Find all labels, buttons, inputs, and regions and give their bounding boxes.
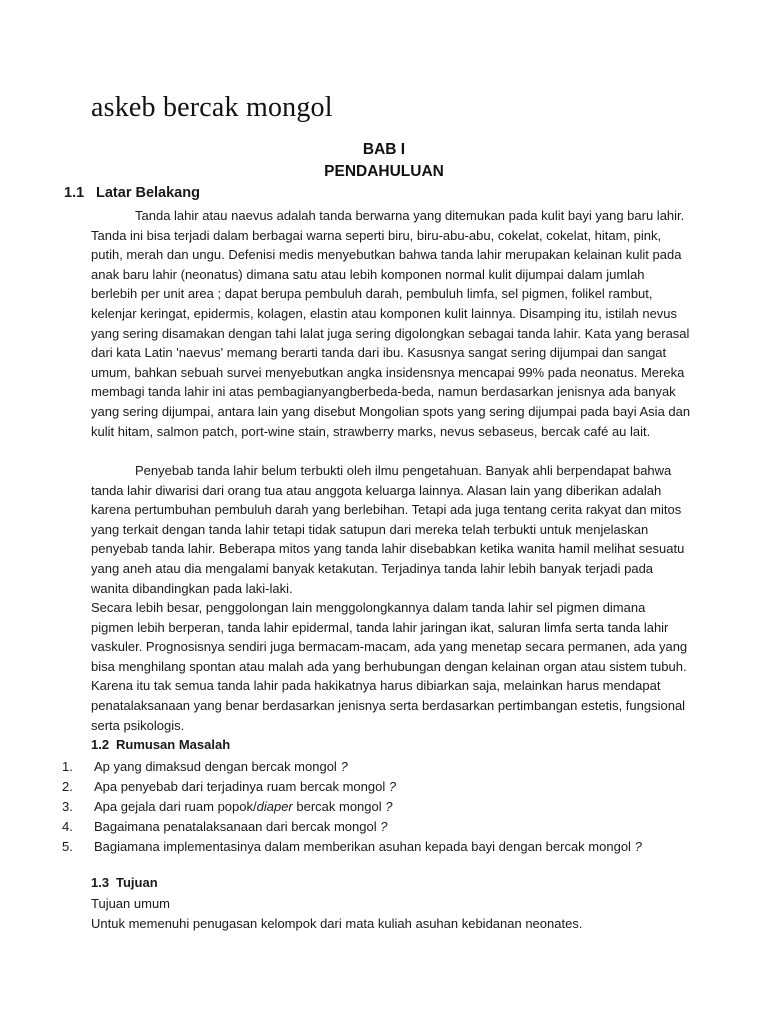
tujuan-subtitle: Tujuan umum <box>91 896 170 911</box>
question-mark: ? <box>380 819 388 834</box>
section-heading-latar-belakang <box>64 185 200 201</box>
section-heading-rumusan-masalah <box>91 737 230 752</box>
section-number: 1.1 <box>64 185 85 201</box>
chapter-title: PENDAHULUAN <box>324 163 444 180</box>
paragraph-latar-3-block <box>91 598 691 735</box>
section-title: Latar Belakang <box>96 185 200 201</box>
question-mark: ? <box>388 779 397 794</box>
list-item <box>62 777 642 797</box>
problem-list <box>62 757 642 857</box>
list-item-text: Apa penyebab dari terjadinya ruam bercak mongol <box>94 779 389 794</box>
list-item-number: 2. <box>62 779 73 794</box>
list-item-number: 1. <box>62 759 73 774</box>
paragraph-latar-1-block <box>91 206 694 441</box>
list-item-text: Bagiamana implementasinya dalam memberikan asuhan kepada bayi dengan bercak mongol <box>94 839 635 854</box>
list-item <box>62 837 642 857</box>
section-number: 1.3 <box>91 875 110 890</box>
list-item-text-after: bercak mongol <box>292 799 386 814</box>
question-mark: ? <box>385 799 393 814</box>
list-item-text: Bagaimana penatalaksanaan dari bercak mongol <box>94 819 381 834</box>
list-item <box>62 817 642 837</box>
paragraph-latar-2: Penyebab tanda lahir belum terbukti oleh ilmu pengetahuan. Banyak ahli berpendapat bahwa tanda lahir diwarisi dari orang tua atau anggota keluarga lainnya. Alasan lain yang diberikan adalah karena pertumbuhan pembuluh darah yang berlebihan. Tetapi ada juga tentang cerita rakyat dan mitos yang terkait dengan tanda lahir tetapi tidak satupun dari mereka telah terbukti untuk menjelaskan penyebab tanda lahir. Beberapa mitos yang tanda lahir disebabkan ketika wanita hamil melihat sesuatu yang aneh atau dia mengalami banyak ketakutan. Terjadinya tanda lahir lebih banyak terjadi pada wanita dibandingkan pada laki-laki. <box>91 463 688 596</box>
question-mark: ? <box>340 759 348 774</box>
paragraph-latar-3: Secara lebih besar, penggolongan lain menggolongkannya dalam tanda lahir sel pigmen dimana pigmen lebih berperan, tanda lahir epidermal, tanda lahir jaringan ikat, saluran limfa serta tanda lahir vaskuler. Prognosisnya sendiri juga bermacam-macam, ada yang menetap secara permanen, ada yang bisa menghilang spontan atau malah ada yang berhubungan dengan kelainan organ atau sistem tubuh. Karena itu tak semua tanda lahir pada hakikatnya harus dibiarkan saja, melainkan harus mendapat penatalaksanaan yang benar berdasarkan jenisnya serta berdasarkan pertimbangan estetis, fungsional serta psikologis. <box>91 600 691 733</box>
paragraph-latar-2-block <box>91 461 691 598</box>
list-item-number: 3. <box>62 799 73 814</box>
section-title: Tujuan <box>116 875 158 890</box>
list-item-text: Ap yang dimaksud dengan bercak mongol <box>94 759 341 774</box>
paragraph-latar-1: Tanda lahir atau naevus adalah tanda berwarna yang ditemukan pada kulit bayi yang baru lahir. Tanda ini bisa terjadi dalam berbagai warna seperti biru, biru-abu-abu, cokelat, cokelat, hitam, pink, putih, merah dan ungu. Defenisi medis menyebutkan bahwa tanda lahir merupakan kelainan kulit pada anak baru lahir (neonatus) dimana satu atau lebih komponen normal kulit dijumpai dalam jumlah berlebih per unit area ; dapat berupa pembuluh darah, pembuluh limfa, sel pigmen, folikel rambut, kelenjar keringat, epidermis, kolagen, elastin atau komponen kulit lainnya. Disamping itu, istilah nevus yang sering disamakan dengan tahi lalat juga sering digolongkan sebagai tanda lahir. Kata yang berasal dari kata Latin 'naevus' memang berarti tanda dari ibu. Kasusnya sangat sering dijumpai dan sangat umum, bahkan sebuah survei menyebutkan angka insidensnya mencapai 99% pada neonatus. Mereka membagi tanda lahir ini atas pembagianyangberbeda-beda, namun berdasarkan jenisnya ada banyak yang sering dijumpai, antara lain yang disebut Mongolian spots yang sering dijumpai pada bayi Asia dan kulit hitam, salmon patch, port-wine stain, strawberry marks, nevus sebaseus, bercak café au lait. <box>91 208 694 439</box>
tujuan-block <box>91 894 691 933</box>
chapter-number: BAB I <box>362 141 406 158</box>
list-item-emphasis: diaper <box>256 799 293 814</box>
section-heading-tujuan <box>91 875 158 890</box>
document-title: askeb bercak mongol <box>91 92 333 123</box>
list-item <box>62 757 642 777</box>
question-mark: ? <box>634 839 642 854</box>
section-number: 1.2 <box>91 737 110 752</box>
list-item <box>62 797 642 817</box>
section-title: Rumusan Masalah <box>116 737 231 752</box>
tujuan-text: Untuk memenuhi penugasan kelompok dari mata kuliah asuhan kebidanan neonates. <box>91 915 583 931</box>
list-item-number: 5. <box>62 839 73 854</box>
list-item-number: 4. <box>62 819 73 834</box>
list-item-text: Apa gejala dari ruam popok/ <box>94 799 257 814</box>
